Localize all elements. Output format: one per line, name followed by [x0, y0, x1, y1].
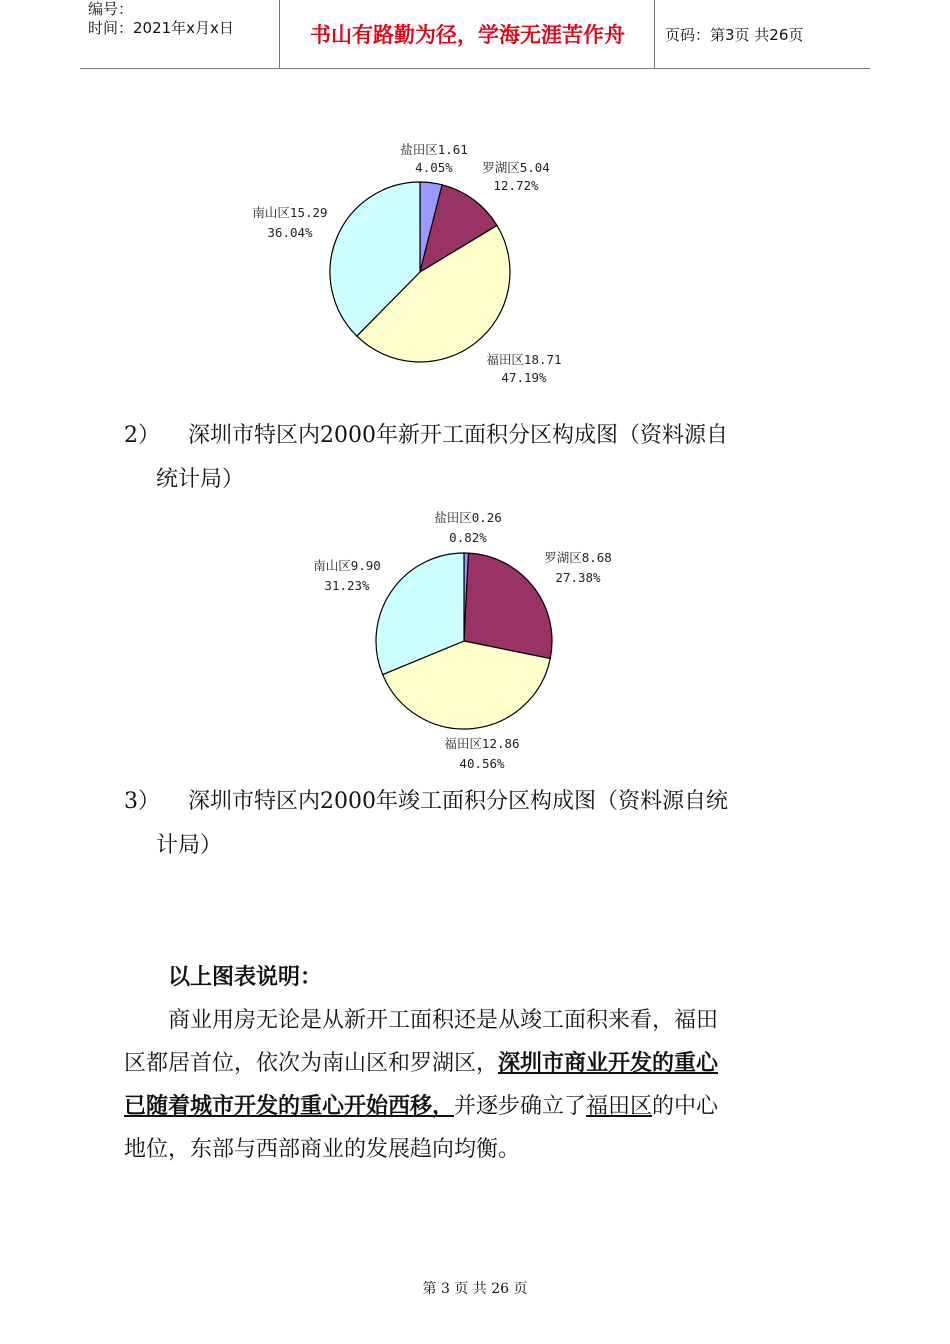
slice-label: 南山区15.29: [252, 205, 328, 220]
summary-heading: 以上图表说明：: [168, 965, 323, 990]
caption-line: 深圳市特区内2000年竣工面积分区构成图（资料源自统: [188, 789, 728, 814]
slice-label: 盐田区0.26: [434, 510, 502, 525]
page-footer: 第 3 页 共 26 页: [422, 1281, 528, 1297]
pie-chart-1: [252, 142, 561, 385]
summary-text: 的中心: [652, 1094, 719, 1119]
slice-percent: 36.04%: [267, 225, 313, 240]
summary-line: 商业用房无论是从新开工面积还是从竣工面积来看，福田: [168, 1008, 719, 1033]
slice-percent: 0.82%: [449, 530, 487, 545]
caption-chart-1: [124, 414, 834, 502]
document-number: 编号：: [88, 0, 134, 18]
slice-label: 南山区9.90: [313, 558, 381, 573]
slice-label: 罗湖区8.68: [544, 550, 612, 565]
caption-line: 统计局）: [156, 467, 245, 492]
header-motto: 书山有路勤为径，学海无涯苦作舟: [281, 0, 655, 68]
caption-number: 2）: [124, 423, 160, 448]
slice-percent: 27.38%: [555, 570, 601, 585]
caption-chart-2: [124, 780, 834, 868]
summary-underline: 福田区: [586, 1094, 653, 1119]
slice-percent: 40.56%: [459, 756, 505, 771]
caption-number: 3）: [124, 789, 160, 814]
summary-line: [124, 1042, 830, 1085]
caption-line: 深圳市特区内2000年新开工面积分区构成图（资料源自: [188, 423, 728, 448]
slice-percent: 31.23%: [324, 578, 370, 593]
document-time: 时间：2021年x月x日: [88, 19, 234, 37]
slice-label: 福田区18.71: [486, 352, 562, 367]
summary-line: [124, 1085, 830, 1128]
slice-percent: 12.72%: [493, 178, 539, 193]
slice-label: 盐田区1.61: [400, 142, 468, 157]
slice-percent: 4.05%: [415, 160, 453, 175]
header-page-info: 页码：第3页 共26页: [665, 25, 804, 44]
summary-text: 区都居首位，依次为南山区和罗湖区，: [124, 1051, 499, 1076]
summary-emphasis: 深圳市商业开发的重心: [498, 1051, 719, 1076]
slice-label: 福田区12.86: [444, 736, 520, 751]
pie-chart-2: [313, 510, 612, 771]
pie-slice: [464, 553, 552, 658]
summary-section: [124, 956, 830, 1171]
slice-percent: 47.19%: [501, 370, 547, 385]
summary-emphasis: 已随着城市开发的重心开始西移，: [124, 1094, 455, 1119]
summary-line: 地位，东部与西部商业的发展趋向均衡。: [124, 1137, 521, 1162]
summary-text: 并逐步确立了: [454, 1094, 587, 1119]
slice-label: 罗湖区5.04: [482, 160, 550, 175]
caption-line: 计局）: [156, 833, 223, 858]
